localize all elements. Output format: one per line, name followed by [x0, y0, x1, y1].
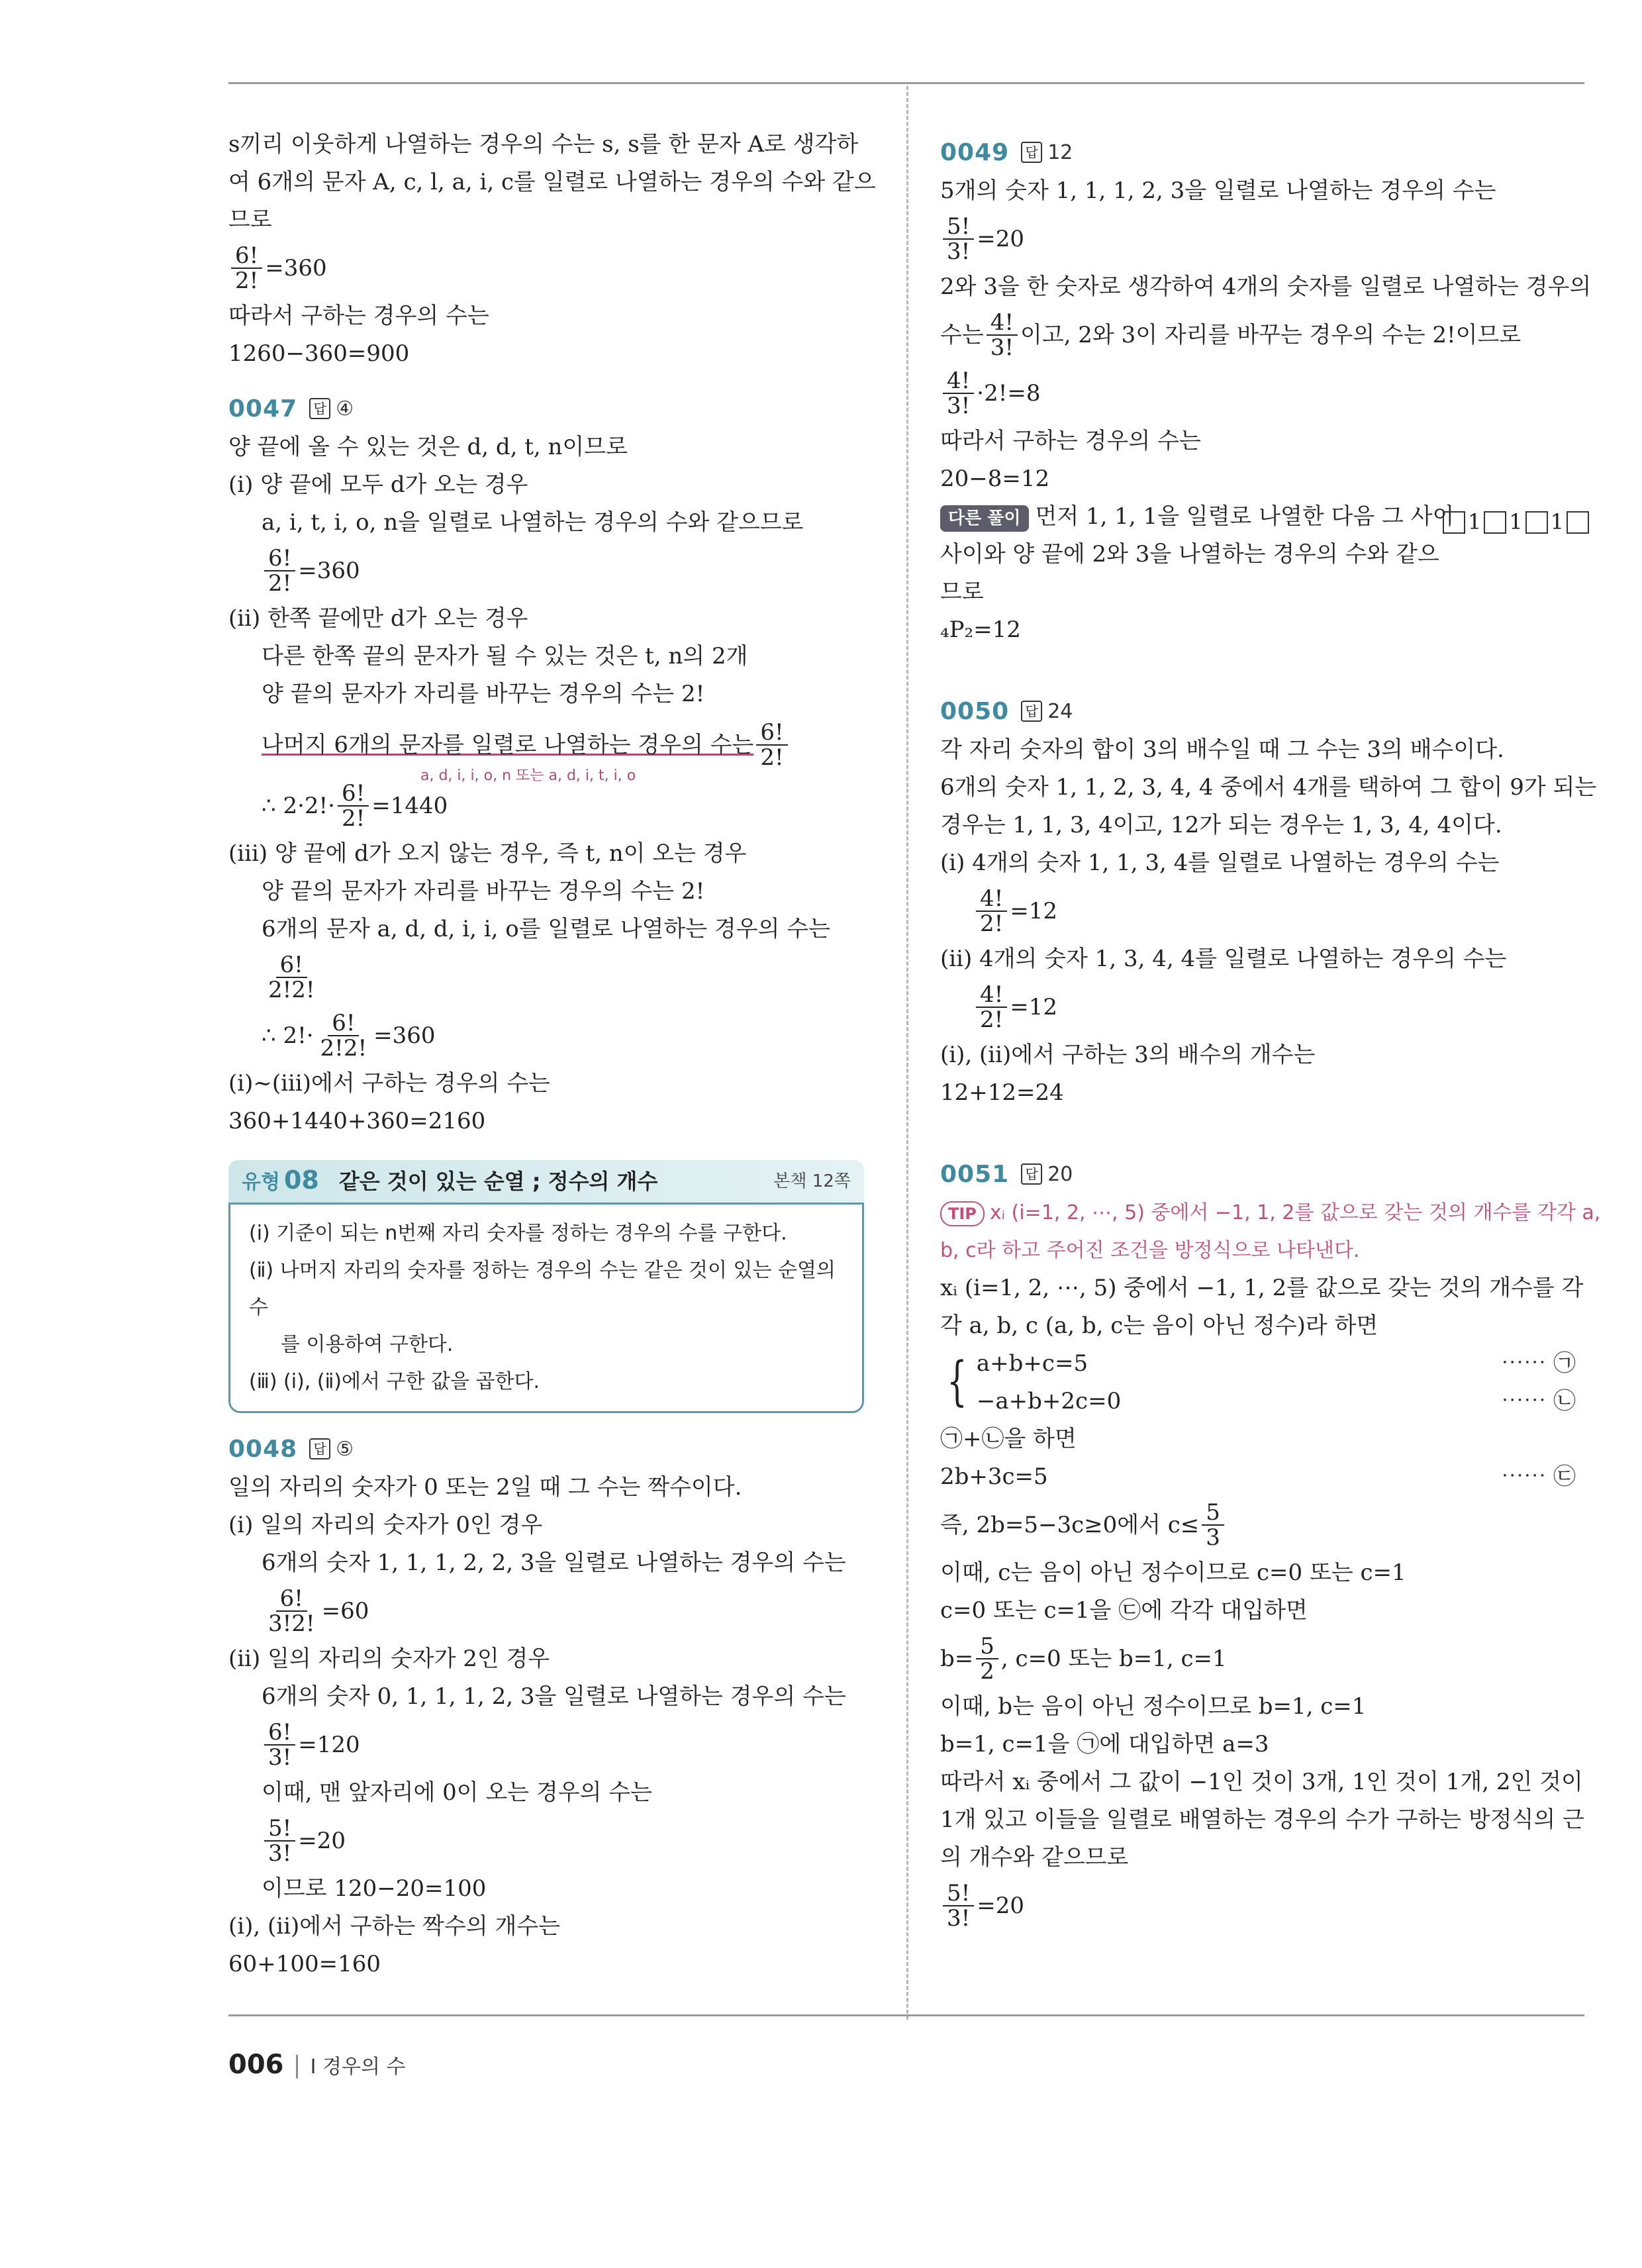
fraction-row: 즉, 2b=5−3c≥0에서 c≤ $\frac{5}{3}$	[940, 1496, 1589, 1554]
text-line: (ⅰ) 4개의 숫자 1, 1, 3, 4를 일렬로 나열하는 경우의 수는	[940, 850, 1500, 876]
alt-solution-tag: 다른 풀이	[940, 505, 1029, 532]
fraction: $\frac{4!}{3!}$	[987, 311, 1018, 360]
text-line: 360+1440+360=2160	[228, 1108, 486, 1134]
problem-header-0047	[228, 389, 877, 428]
fraction: $\frac{5}{2}$	[976, 1634, 998, 1683]
left-column	[228, 126, 877, 1983]
chapter-title: Ⅰ 경우의 수	[310, 2055, 406, 2079]
fraction-row: $\frac{4!}{2!}$ =12	[940, 978, 1589, 1036]
equation: −a+b+2c=0	[976, 1388, 1122, 1414]
type-reference: 본책 12쪽	[773, 1171, 851, 1191]
text-line: 이때, c는 음이 아닌 정수이므로 c=0 또는 c=1	[940, 1559, 1406, 1586]
text-line: (ⅱ) 4개의 숫자 1, 3, 4, 4를 일렬로 나열하는 경우의 수는	[940, 946, 1507, 972]
fraction: $\frac{5!}{3!}$	[943, 1881, 974, 1930]
tip-text: xᵢ (i=1, 2, ⋯, 5) 중에서 −1, 1, 2를 값으로 갖는 것의 개수를 각각 a,	[989, 1201, 1601, 1224]
empty-box	[1443, 511, 1465, 534]
text-line: 므로	[228, 207, 272, 233]
fraction-row: $\frac{6!}{2!}$ =360	[228, 542, 877, 600]
text-line: b=1, c=1을 ㉠에 대입하면 a=3	[940, 1731, 1269, 1757]
fraction-row: ∴ 2·2!· $\frac{6!}{2!}$ =1440	[262, 780, 448, 832]
type-item: (ⅲ) (ⅰ), (ⅱ)에서 구한 값을 곱한다.	[249, 1370, 540, 1393]
problem-number: 0047	[228, 395, 298, 422]
equation-system	[940, 1345, 1589, 1420]
type-item: (ⅰ) 기준이 되는 n번째 자리 숫자를 정하는 경우의 수를 구한다.	[249, 1222, 787, 1245]
text-line: 이때, 맨 앞자리에 0이 오는 경우의 수는	[262, 1779, 652, 1806]
type-body	[228, 1203, 864, 1413]
text-line: (ⅲ) 양 끝에 d가 오지 않는 경우, 즉 t, n이 오는 경우	[228, 840, 747, 867]
problem-answer: 24	[1047, 699, 1073, 723]
text-line: (ⅰ), (ⅱ)에서 구하는 짝수의 개수는	[228, 1913, 561, 1940]
text-line: xᵢ (i=1, 2, ⋯, 5) 중에서 −1, 1, 2를 값으로 갖는 것의 개수를 각	[940, 1275, 1584, 1301]
problem-answer: ⑤	[336, 1437, 354, 1461]
fraction-row: $\frac{6!}{3!2!}$ =60	[228, 1582, 877, 1640]
text-line: 따라서 구하는 경우의 수는	[940, 428, 1201, 454]
fraction-row: $\frac{4!}{3!}$ ·2!=8	[940, 364, 1589, 422]
fraction-row	[228, 948, 877, 1007]
text-line: (ⅱ) 일의 자리의 숫자가 2인 경우	[228, 1646, 550, 1672]
brace-icon: {	[947, 1350, 967, 1412]
text-line: 6개의 숫자 1, 1, 2, 3, 4, 4 중에서 4개를 택하여 그 합이 9가 되는	[940, 774, 1597, 801]
fraction: $\frac{6!}{2!2!}$	[320, 1010, 367, 1061]
equation: 2b+3c=5	[940, 1463, 1048, 1490]
empty-box	[1484, 511, 1506, 534]
text-line: 먼저 1, 1, 1을 일렬로 나열한 다음 그 사이	[1035, 503, 1455, 530]
text-line: 각 자리 숫자의 합이 3의 배수일 때 그 수는 3의 배수이다.	[940, 736, 1504, 763]
text-line: 1260−360=900	[228, 340, 410, 367]
text-line: 2와 3을 한 숫자로 생각하여 4개의 숫자를 일렬로 나열하는 경우의	[940, 273, 1592, 300]
annotation-note: a, d, i, i, o, n 또는 a, d, i, t, i, o	[420, 767, 636, 784]
text-line: 이때, b는 음이 아닌 정수이므로 b=1, c=1	[940, 1693, 1367, 1720]
top-rule	[228, 82, 1584, 84]
text-line: 여 6개의 문자 A, c, l, a, i, c를 일렬로 나열하는 경우의 수와 같으	[228, 169, 876, 195]
alt-solution	[940, 498, 1589, 649]
problem-number: 0048	[228, 1435, 298, 1463]
type-title: 같은 것이 있는 순열 ; 정수의 개수	[338, 1168, 658, 1194]
problem-number: 0050	[940, 697, 1010, 725]
text-line: s끼리 이웃하게 나열하는 경우의 수는 s, s를 한 문자 A로 생각하	[228, 131, 859, 158]
answer-icon: 답	[309, 398, 330, 419]
text-line: 사이와 양 끝에 2와 3을 나열하는 경우의 수와 같으	[940, 541, 1439, 567]
text-line: 6개의 문자 a, d, d, i, i, o를 일렬로 나열하는 경우의 수는	[262, 916, 830, 942]
text-line: (ⅰ) 양 끝에 모두 d가 오는 경우	[228, 471, 528, 498]
problem-answer: 12	[1047, 140, 1073, 164]
answer-icon: 답	[1021, 142, 1042, 163]
type-box	[228, 1160, 864, 1413]
type-item: 를 이용하여 구한다.	[281, 1333, 454, 1356]
fraction: $\frac{6!}{2!}$	[338, 781, 369, 830]
fraction-row: b= $\frac{5}{2}$ , c=0 또는 b=1, c=1	[940, 1633, 1227, 1685]
problem-header-0050	[940, 691, 1589, 731]
tip-text: b, c라 하고 주어진 조건을 방정식으로 나타낸다.	[940, 1239, 1360, 1262]
footer-separator: |	[293, 2051, 301, 2079]
box-grid: 1 1 1	[1443, 503, 1589, 541]
type-item: (ⅱ) 나머지 자리의 숫자를 정하는 경우의 수는 같은 것이 있는 순열의 수	[249, 1259, 836, 1319]
fraction-row: $\frac{6!}{3!}$ =120	[228, 1716, 877, 1774]
problem-header-0049	[940, 132, 1589, 172]
text-line: (ⅱ) 한쪽 끝에만 d가 오는 경우	[228, 605, 528, 632]
text-line: c=0 또는 c=1을 ㉢에 각각 대입하면	[940, 1597, 1308, 1624]
text-line: 이므로 120−20=100	[262, 1875, 487, 1902]
text-line: 1개 있고 이들을 일렬로 배열하는 경우의 수가 구하는 방정식의 근	[940, 1806, 1584, 1833]
text-line: 양 끝의 문자가 자리를 바꾸는 경우의 수는 2!	[262, 878, 705, 905]
column-divider	[906, 86, 908, 2020]
text-line: 일의 자리의 숫자가 0 또는 2일 때 그 수는 짝수이다.	[228, 1474, 742, 1501]
equation-tag: ⋯⋯ ㉡	[1501, 1388, 1576, 1414]
text-line: 따라서 구하는 경우의 수는	[228, 303, 489, 329]
text-line: 경우는 1, 1, 3, 4이고, 12가 되는 경우는 1, 3, 4, 4이다.	[940, 812, 1502, 838]
type-label: 유형 08	[242, 1165, 319, 1195]
equation-tag: ⋯⋯ ㉠	[1501, 1350, 1576, 1377]
text-line: (ⅰ), (ⅱ)에서 구하는 3의 배수의 개수는	[940, 1042, 1316, 1068]
text-line: 양 끝에 올 수 있는 것은 d, d, t, n이므로	[228, 434, 628, 460]
fraction: $\frac{6!}{3!}$	[264, 1720, 295, 1769]
page-footer	[228, 2049, 405, 2080]
text-line: 므로	[940, 579, 984, 605]
tip-tag: TIP	[940, 1201, 985, 1226]
text-line: 12+12=24	[940, 1079, 1064, 1106]
type-header	[228, 1160, 864, 1203]
text-line: ₄P₂=12	[940, 616, 1021, 643]
text-line: (ⅰ) 일의 자리의 숫자가 0인 경우	[228, 1512, 543, 1538]
answer-icon: 답	[1021, 701, 1042, 722]
text-line: a, i, t, i, o, n을 일렬로 나열하는 경우의 수와 같으므로	[262, 509, 804, 536]
fraction: $\frac{4!}{2!}$	[976, 983, 1007, 1032]
equation-tag: ⋯⋯ ㉢	[1501, 1463, 1576, 1490]
fraction: $\frac{5}{3}$	[1202, 1501, 1224, 1550]
bottom-rule	[228, 2014, 1584, 2016]
text-line: 양 끝의 문자가 자리를 바꾸는 경우의 수는 2!	[262, 681, 705, 707]
problem-number: 0051	[940, 1160, 1010, 1188]
fraction: $\frac{5!}{3!}$	[943, 215, 974, 264]
fraction-row: $\frac{6!}{2!}$ =360	[228, 239, 877, 297]
fraction-row: 수는 $\frac{4!}{3!}$ 이고, 2와 3이 자리를 바꾸는 경우의 수는 2!이므로	[940, 309, 1521, 361]
text-line: 6개의 숫자 0, 1, 1, 1, 2, 3을 일렬로 나열하는 경우의 수는	[262, 1683, 846, 1710]
text-line: 20−8=12	[940, 466, 1050, 492]
text-line: ㉠+㉡을 하면	[940, 1426, 1077, 1452]
equation: a+b+c=5	[976, 1350, 1088, 1377]
text-line: 따라서 xᵢ 중에서 그 값이 −1인 것이 3개, 1인 것이 1개, 2인 것이	[940, 1769, 1583, 1795]
fraction-row: ∴ 2!· $\frac{6!}{2!2!}$ =360	[262, 1010, 436, 1061]
text-line: 각 a, b, c (a, b, c는 음이 아닌 정수)라 하면	[940, 1312, 1378, 1339]
fraction-row: $\frac{5!}{3!}$ =20	[940, 210, 1589, 268]
right-column	[940, 132, 1601, 1935]
text-line: 6개의 숫자 1, 1, 1, 2, 2, 3을 일렬로 나열하는 경우의 수는	[262, 1550, 846, 1576]
fraction: $\frac{6!}{2!}$	[264, 546, 295, 595]
fraction: $\frac{6!}{2!}$	[756, 720, 787, 769]
text-line: 의 개수와 같으므로	[940, 1844, 1129, 1871]
answer-icon: 답	[309, 1438, 330, 1459]
fraction-row: $\frac{5!}{3!}$ =20	[228, 1812, 877, 1870]
text-line: 5개의 숫자 1, 1, 1, 2, 3을 일렬로 나열하는 경우의 수는	[940, 177, 1496, 204]
fraction-row: $\frac{5!}{3!}$ =20	[940, 1877, 1589, 1935]
page-number: 006	[228, 2049, 284, 2080]
fraction: $\frac{4!}{2!}$	[976, 887, 1007, 936]
empty-box	[1525, 511, 1548, 534]
fraction: $\frac{6!}{2!}$	[231, 244, 262, 293]
fraction: $\frac{6!}{3!2!}$	[268, 1585, 315, 1637]
problem-header-0048	[228, 1429, 877, 1469]
text-line: (ⅰ)~(ⅲ)에서 구하는 경우의 수는	[228, 1070, 550, 1097]
text-line: 60+100=160	[228, 1951, 381, 1977]
fraction: $\frac{5!}{3!}$	[264, 1816, 295, 1865]
empty-box	[1567, 511, 1589, 534]
answer-icon: 답	[1021, 1163, 1042, 1185]
fraction-row: 나머지 6개의 문자를 일렬로 나열하는 경우의 수는 $\frac{6!}{2!}$ a, d, i, i, o, n 또는 a, d, i, t, i, o	[228, 713, 877, 777]
problem-answer: 20	[1047, 1162, 1073, 1186]
problem-header-0051	[940, 1154, 1589, 1194]
fraction: $\frac{6!}{2!2!}$	[268, 952, 315, 1003]
fraction-row: $\frac{4!}{2!}$ =12	[940, 882, 1589, 940]
problem-answer: ④	[336, 397, 354, 420]
text-line: 다른 한쪽 끝의 문자가 될 수 있는 것은 t, n의 2개	[262, 643, 748, 669]
problem-number: 0049	[940, 138, 1010, 166]
fraction: $\frac{4!}{3!}$	[943, 369, 974, 418]
